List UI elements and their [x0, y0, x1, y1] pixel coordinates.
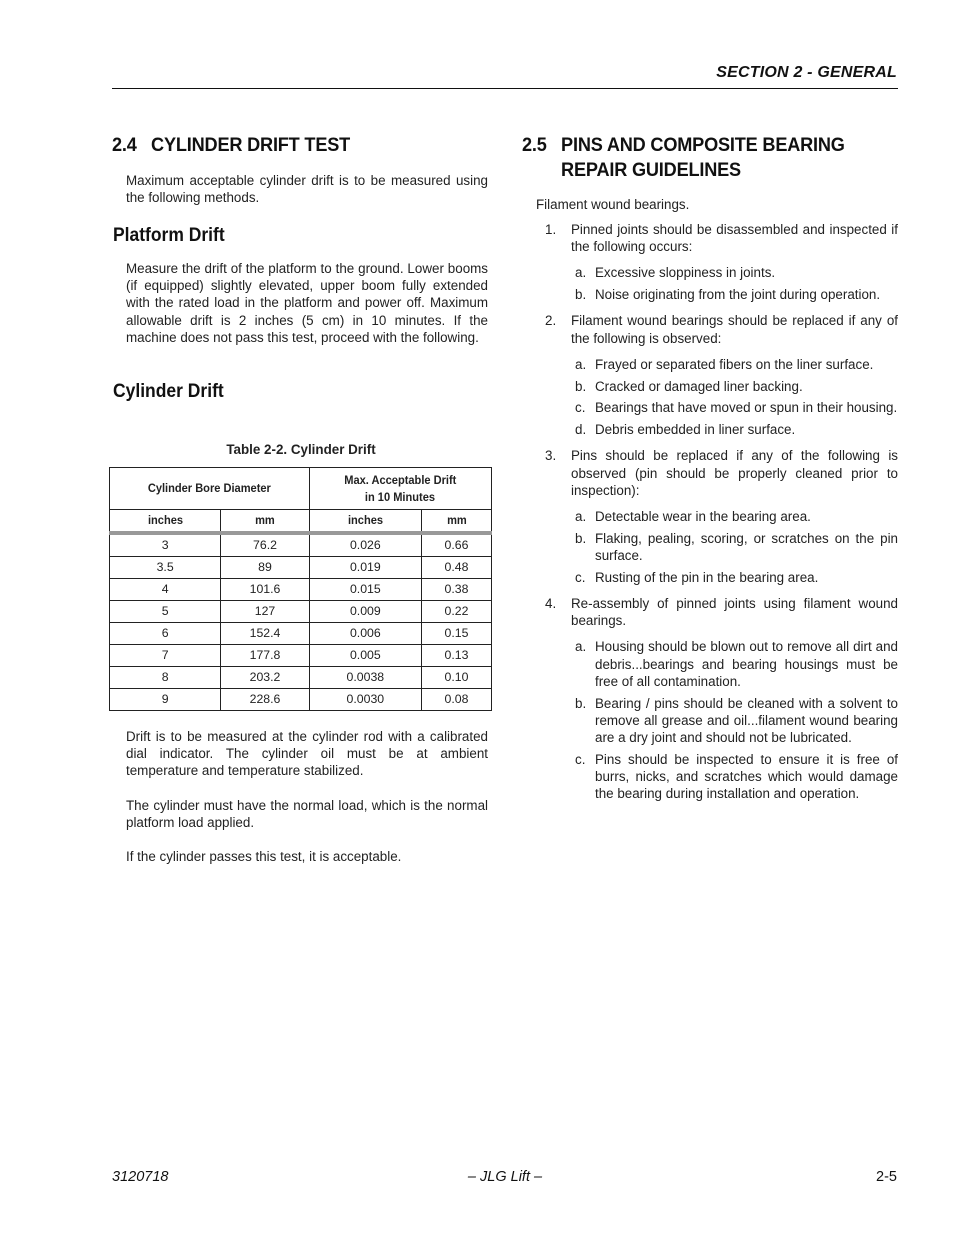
platform-drift-heading: Platform Drift: [113, 225, 225, 246]
sub-list-item: a. Detectable wear in the bearing area.: [575, 509, 811, 525]
table-col-header: inches: [110, 510, 221, 533]
list-item: 2. Filament wound bearings should be replaced if any of the following is observed: a. Frayed or separated fibers on the liner surface. b. Cracked or damaged liner backing. c. Bearings that have moved or spun in their housing. d. Debris embedded in liner surface.: [536, 312, 898, 438]
acceptable-text: If the cylinder passes this test, it is acceptable.: [126, 849, 402, 864]
sub-list-item: c. Pins should be inspected to ensure it is free of burrs, nicks, and scratches which would damage the bearing during installation and operation.: [575, 751, 898, 802]
header-rule: [112, 88, 898, 89]
list-item: 4. Re-assembly of pinned joints using filament wound bearings. a. Housing should be blown out to remove all dirt and debris...bearings and bearing housings must be free of all contamination. b. Bearing / pins should be cleaned with a solvent to remove all grease and oil...filament wound bearing are a dry joint and should not be lubricated. c. Pins should be inspected to ensure it is free of burrs, nicks, and scratches which would damage the bearing during installation and operation.: [536, 595, 898, 802]
table-col-header: mm: [421, 510, 491, 533]
table-row: 3.5 89 0.019 0.48: [110, 556, 492, 578]
footer-doc-number: 3120718: [112, 1169, 169, 1185]
cylinder-drift-intro: Maximum acceptable cylinder drift is to be measured using the following methods.: [126, 173, 488, 206]
table-caption: Table 2-2. Cylinder Drift: [226, 442, 376, 457]
footer-publisher: – JLG Lift –: [467, 1169, 543, 1185]
pins-intro: Filament wound bearings.: [536, 197, 690, 212]
section-title: CYLINDER DRIFT TEST: [151, 134, 351, 156]
table-col-header: mm: [221, 510, 310, 533]
normal-load-text: The cylinder must have the normal load, which is the normal platform load applied.: [126, 798, 488, 831]
section-number: 2.5: [522, 134, 547, 156]
sub-list-item: b. Noise originating from the joint during operation.: [575, 287, 881, 303]
table-group-header-drift: Max. Acceptable Drift in 10 Minutes: [309, 468, 491, 510]
running-header-section-title: SECTION 2 - GENERAL: [716, 64, 897, 81]
section-2-5-heading: [522, 133, 896, 183]
table-row: 8 203.2 0.0038 0.10: [110, 666, 492, 688]
footer-page-number: 2-5: [876, 1169, 897, 1185]
table-row: 5 127 0.009 0.22: [110, 600, 492, 622]
sub-list-item: b. Cracked or damaged liner backing.: [575, 378, 803, 394]
sub-list-item: d. Debris embedded in liner surface.: [575, 422, 796, 438]
section-title: PINS AND COMPOSITE BEARING REPAIR GUIDELINES: [561, 134, 845, 181]
sub-list-item: b. Bearing / pins should be cleaned with a solvent to remove all grease and oil...filament wound bearing are a dry joint and should not be lubricated.: [575, 695, 898, 746]
sub-list-item: a. Housing should be blown out to remove all dirt and debris...bearings and bearing housings must be free of all contamination.: [575, 639, 898, 689]
sub-list-item: b. Flaking, pealing, scoring, or scratches on the pin surface.: [575, 530, 898, 564]
sub-list-item: c. Bearings that have moved or spun in their housing.: [575, 400, 898, 416]
section-2-4-heading: [112, 133, 350, 158]
table-row: 9 228.6 0.0030 0.08: [110, 688, 492, 710]
table-group-header-bore: Cylinder Bore Diameter: [110, 468, 310, 510]
section-number: 2.4: [112, 134, 137, 156]
repair-guidelines-list: [536, 221, 898, 807]
sub-list-item: a. Excessive sloppiness in joints.: [575, 265, 776, 281]
table-row: 4 101.6 0.015 0.38: [110, 578, 492, 600]
table-row: 7 177.8 0.005 0.13: [110, 644, 492, 666]
list-item: 1. Pinned joints should be disassembled and inspected if the following occurs: a. Excessive sloppiness in joints. b. Noise originating from the joint during operation.: [536, 221, 898, 303]
sub-list-item: a. Frayed or separated fibers on the liner surface.: [575, 356, 874, 372]
table-col-header: inches: [309, 510, 421, 533]
table-row: 6 152.4 0.006 0.15: [110, 622, 492, 644]
sub-list-item: c. Rusting of the pin in the bearing area.: [575, 569, 819, 585]
platform-drift-text: Measure the drift of the platform to the ground. Lower booms (if equipped) slightly elevated, upper boom fully extended with the rated load in the platform and power off. Maximum allowable drift is 2 inches (5 cm) in 10 minutes. If the machine does not pass this test, proceed with the following.: [126, 261, 488, 345]
drift-measure-text: Drift is to be measured at the cylinder rod with a calibrated dial indicator. The cylinder oil must be at ambient temperature and temperature stabilized.: [126, 729, 488, 779]
cylinder-drift-heading: Cylinder Drift: [113, 381, 224, 402]
table-row: 3 76.2 0.026 0.66: [110, 533, 492, 557]
cylinder-drift-table: [109, 467, 492, 711]
list-item: 3. Pins should be replaced if any of the following is observed (pin should be properly cleaned prior to inspection): a. Detectable wear in the bearing area. b. Flaking, pealing, scoring, or scratches on the pin surface. c. Rusting of the pin in the bearing area.: [536, 447, 898, 586]
